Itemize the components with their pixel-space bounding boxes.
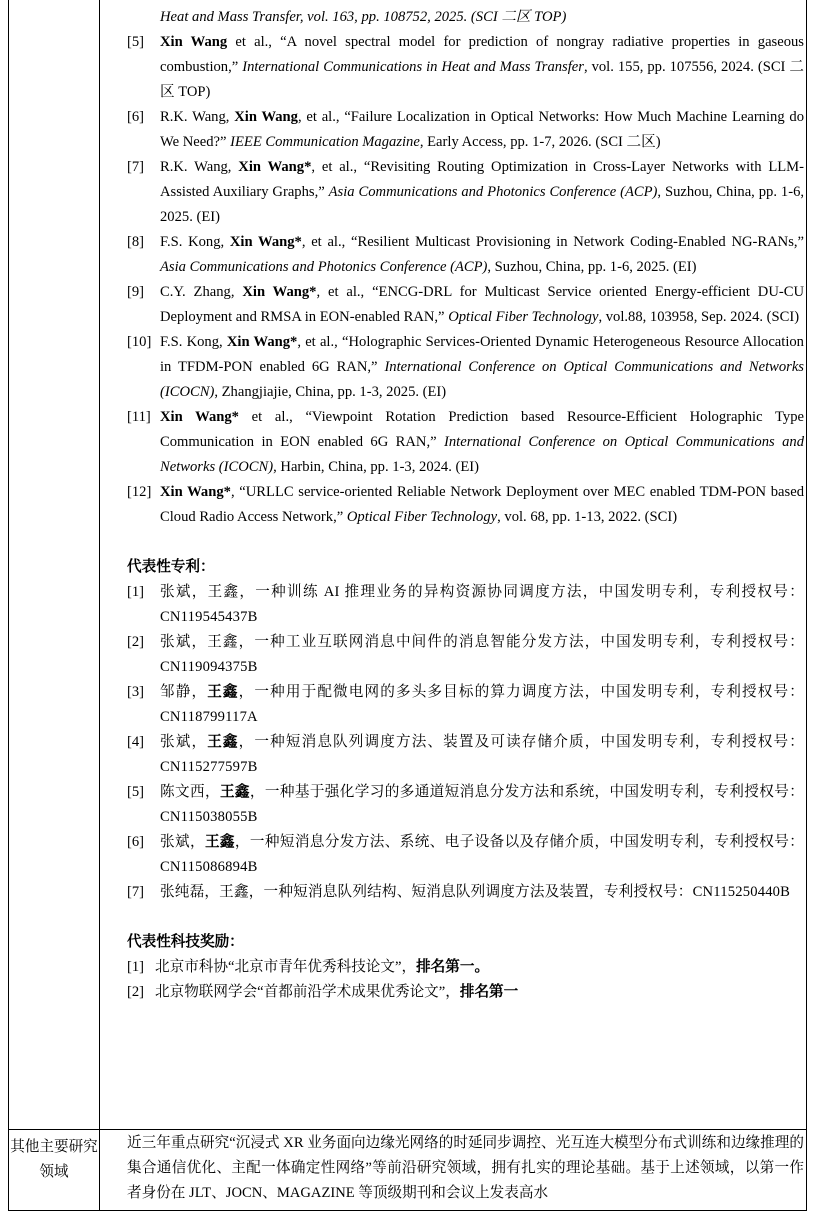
award-item — [127, 955, 804, 980]
column-divider — [99, 0, 100, 1210]
text-span: 张斌，王鑫，一种工业互联网消息中间件的消息智能分发方法，中国发明专利，专利授权号：CN119094375B — [160, 634, 804, 675]
text-span: F.S. Kong, — [160, 234, 230, 250]
bold-text: Xin Wang* — [226, 334, 298, 350]
text-span: 北京物联网学会“首都前沿学术成果优秀论文”， — [155, 984, 460, 1000]
item-text — [160, 330, 804, 405]
paper-item — [127, 480, 804, 530]
item-text — [155, 980, 518, 1005]
text-span: R.K. Wang, — [160, 159, 239, 175]
item-text — [160, 230, 804, 280]
item-number: [8] — [127, 234, 145, 250]
paper-continuation — [127, 5, 804, 30]
item-text — [160, 105, 804, 155]
item-number: [4] — [127, 734, 145, 750]
venue-text: Optical Fiber Technology — [346, 509, 498, 525]
venue-text: Optical Fiber Technology — [448, 309, 599, 325]
item-number: [5] — [127, 34, 145, 50]
item-number: [1] — [127, 584, 145, 600]
item-number: [6] — [127, 834, 145, 850]
item-text — [160, 830, 804, 880]
text-span: , Zhangjiajie, China, pp. 1-3, 2025. (EI) — [214, 384, 447, 400]
bold-text: 王鑫 — [204, 834, 235, 850]
venue-text: International Communications in Heat and Mass Transfer — [242, 59, 584, 75]
bold-text: 王鑫 — [207, 684, 239, 700]
item-number: [2] — [127, 634, 145, 650]
patent-item — [127, 630, 804, 680]
text-span: , et al., “Revisiting Routing Optimization in Cross-Layer Networks with LLM-Assisted Auxiliary Graphs,” — [160, 159, 805, 200]
venue-text: IEEE Communication Magazine — [230, 134, 420, 150]
bold-text: 王鑫 — [207, 734, 239, 750]
paper-list — [127, 30, 804, 530]
paper-item — [127, 330, 804, 405]
text-span: , “URLLC service-oriented Reliable Network Deployment over MEC enabled TDM-PON based Cloud Radio Access Network,” — [160, 484, 804, 525]
text-span: , Early Access, pp. 1-7, 2026. (SCI 二区) — [419, 134, 661, 150]
bold-text: Xin Wang* — [160, 484, 231, 500]
paper-item — [127, 280, 804, 330]
text-span: , et al., “Resilient Multicast Provisioning in Network Coding-Enabled NG-RANs,” — [301, 234, 804, 250]
text-span: 陈文西， — [160, 784, 220, 800]
patent-item — [127, 730, 804, 780]
item-number: [1] — [127, 959, 145, 975]
item-number: [7] — [127, 159, 145, 175]
patents-heading: 代表性专利： — [127, 559, 215, 575]
venue-text: International Conference on Optical Communications and Networks (ICOCN) — [160, 434, 804, 475]
text-span: , Suzhou, China, pp. 1-6, 2025. (EI) — [160, 184, 805, 225]
paper-item — [127, 155, 804, 230]
paper-item — [127, 405, 804, 480]
text-span: 张斌，王鑫，一种训练 AI 推理业务的异构资源协同调度方法，中国发明专利，专利授权号：CN119545437B — [160, 584, 804, 625]
award-item — [127, 980, 804, 1005]
bold-text: Xin Wang* — [229, 234, 302, 250]
text-span: et al., “Viewpoint Rotation Prediction based Resource-Efficient Holographic Type Communication in EON enabled 6G RAN,” — [160, 409, 804, 450]
bold-text: Xin Wang* — [160, 409, 239, 425]
text-span: 张纯磊，王鑫，一种短消息队列结构、短消息队列调度方法及装置，专利授权号：CN115250440B — [160, 884, 791, 900]
top-line: Heat and Mass Transfer, vol. 163, pp. 108752, 2025. (SCI 二区 TOP) — [160, 9, 567, 25]
patent-item — [127, 580, 804, 630]
bold-text: 王鑫 — [219, 784, 250, 800]
patent-item — [127, 780, 804, 830]
item-number: [9] — [127, 284, 145, 300]
text-span: 邹静， — [160, 684, 208, 700]
bold-text: Xin Wang* — [242, 284, 317, 300]
patent-item — [127, 830, 804, 880]
other-research-text: 近三年重点研究“沉浸式 XR 业务面向边缘光网络的时延同步调控、光互连大模型分布式训练和边缘推理的集合通信优化、主配一体确定性网络”等前沿研究领域，拥有扎实的理论基础。基于上述领域，以第一作者身份在 JLT、JOCN、MAGAZINE 等顶级期刊和会议上发表高水 — [127, 1135, 804, 1201]
award-list — [127, 955, 804, 1005]
item-text — [160, 680, 804, 730]
item-number: [7] — [127, 884, 145, 900]
item-number: [6] — [127, 109, 145, 125]
text-span: 张斌， — [160, 734, 208, 750]
text-span: et al., “A novel spectral model for prediction of nongray radiative properties in gaseous combustion,” — [160, 34, 804, 75]
achievements-cell — [127, 5, 804, 1005]
item-text — [160, 780, 804, 830]
text-span: , et al., “Failure Localization in Optical Networks: How Much Machine Learning do We Need?” — [160, 109, 805, 150]
item-text — [160, 480, 804, 530]
text-span: 北京市科协“北京市青年优秀科技论文”， — [155, 959, 417, 975]
item-text — [160, 580, 804, 630]
item-text — [160, 155, 804, 230]
item-text — [160, 730, 804, 780]
text-span: , et al., “ENCG-DRL for Multicast Service oriented Energy-efficient DU-CU Deployment and RMSA in EON-enabled RAN,” — [160, 284, 804, 325]
item-text — [160, 405, 804, 480]
text-span: ，一种短消息队列调度方法、装置及可读存储介质，中国发明专利，专利授权号：CN115277597B — [160, 734, 804, 775]
venue-text: Asia Communications and Photonics Conference (ACP) — [328, 184, 658, 200]
text-span: R.K. Wang, — [160, 109, 235, 125]
patent-item — [127, 880, 804, 905]
paper-item — [127, 30, 804, 105]
text-span: ，一种用于配微电网的多头多目标的算力调度方法，中国发明专利，专利授权号：CN118799117A — [160, 684, 804, 725]
bold-text: Xin Wang — [160, 34, 228, 50]
text-span: 张斌， — [160, 834, 205, 850]
item-number: [2] — [127, 984, 145, 1000]
item-text — [160, 630, 804, 680]
text-span: , vol. 68, pp. 1-13, 2022. (SCI) — [497, 509, 678, 525]
item-text — [160, 880, 804, 905]
bold-text: 排名第一 — [459, 984, 519, 1000]
patent-item — [127, 680, 804, 730]
text-span: C.Y. Zhang, — [160, 284, 243, 300]
text-span: ，一种基于强化学习的多通道短消息分发方法和系统，中国发明专利，专利授权号：CN115038055B — [160, 784, 805, 825]
text-span: , vol.88, 103958, Sep. 2024. (SCI) — [598, 309, 800, 325]
venue-text: International Conference on Optical Communications and Networks (ICOCN) — [160, 359, 804, 400]
bold-text: Xin Wang* — [238, 159, 312, 175]
bold-text: 排名第一。 — [416, 959, 490, 975]
item-number: [5] — [127, 784, 145, 800]
text-span: , Harbin, China, pp. 1-3, 2024. (EI) — [273, 459, 480, 475]
paper-item — [127, 105, 804, 155]
other-research-label: 其他主要研究领域 — [10, 1139, 98, 1180]
text-span: F.S. Kong, — [160, 334, 227, 350]
paper-item — [127, 230, 804, 280]
text-span: ，一种短消息分发方法、系统、电子设备以及存储介质，中国发明专利，专利授权号：CN115086894B — [160, 834, 804, 875]
item-number: [12] — [127, 484, 152, 500]
venue-text: Asia Communications and Photonics Conference (ACP) — [160, 259, 488, 275]
item-number: [11] — [127, 409, 151, 425]
item-text — [155, 955, 489, 980]
text-span: , et al., “Holographic Services-Oriented Dynamic Heterogeneous Resource Allocation in TFDM-PON enabled 6G RAN,” — [160, 334, 804, 375]
row-divider — [9, 1129, 806, 1130]
text-span: , vol. 155, pp. 107556, 2024. (SCI 二区 TOP) — [160, 59, 804, 100]
patent-list — [127, 580, 804, 905]
text-span: , Suzhou, China, pp. 1-6, 2025. (EI) — [487, 259, 697, 275]
item-number: [3] — [127, 684, 145, 700]
item-text — [160, 30, 804, 105]
resume-table — [8, 0, 807, 1211]
bold-text: Xin Wang — [234, 109, 298, 125]
item-number: [10] — [127, 334, 152, 350]
item-text — [160, 280, 804, 330]
awards-heading: 代表性科技奖励： — [127, 934, 244, 950]
